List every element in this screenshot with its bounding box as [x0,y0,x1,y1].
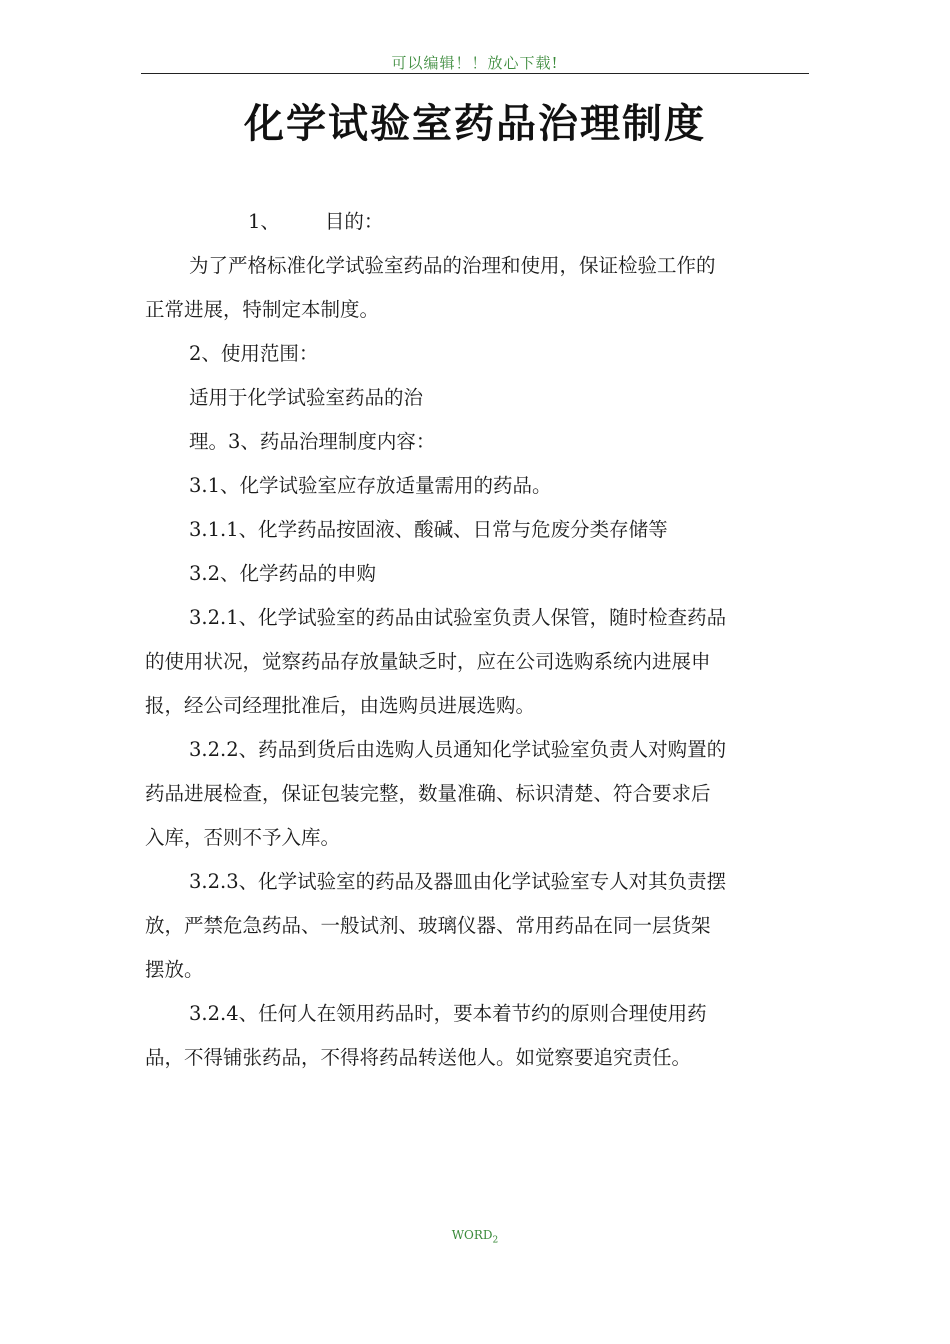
paragraph-line: 正常进展，特制定本制度。 [145,298,380,321]
paragraph-line: 摆放。 [145,958,204,981]
paragraph-line: 放，严禁危急药品、一般试剂、玻璃仪器、常用药品在同一层货架 [145,914,711,937]
clause-3-1: 3.1、化学试验室应存放适量需用的药品。 [189,474,552,497]
clause-3-2-1: 3.2.1、化学试验室的药品由试验室负责人保管，随时检查药品 [189,606,727,629]
footer-label: WORD [451,1228,493,1242]
header-divider [141,73,809,74]
header-note: 可以编辑！！放心下载! [391,54,559,72]
paragraph-line: 品，不得铺张药品，不得将药品转送他人。如觉察要追究责任。 [145,1046,692,1069]
document-body [145,200,809,1080]
paragraph-line: 报，经公司经理批准后，由选购员进展选购。 [145,694,536,717]
section-3-heading: 理。3、药品治理制度内容： [189,430,436,453]
paragraph-line: 入库，否则不予入库。 [145,826,341,849]
paragraph-line: 的使用状况，觉察药品存放量缺乏时，应在公司选购系统内进展申 [145,650,711,673]
paragraph-line: 适用于化学试验室药品的治 [189,386,424,409]
clause-3-1-1: 3.1.1、化学药品按固液、酸碱、日常与危废分类存储等 [189,518,668,541]
page-number: 2 [492,1235,499,1246]
section-1-title: 目的： [324,210,384,233]
paragraph-line: 药品进展检查，保证包装完整，数量准确、标识清楚、符合要求后 [145,782,711,805]
section-1-number: 1、 [248,210,280,233]
clause-3-2-4: 3.2.4、任何人在领用药品时，要本着节约的原则合理使用药 [189,1002,707,1025]
clause-3-2-2: 3.2.2、药品到货后由选购人员通知化学试验室负责人对购置的 [189,738,727,761]
clause-3-2-3: 3.2.3、化学试验室的药品及器皿由化学试验室专人对其负责摆 [189,870,727,893]
section-1-heading [145,200,809,244]
clause-3-2: 3.2、化学药品的申购 [189,562,377,585]
paragraph-line: 为了严格标准化学试验室药品的治理和使用，保证检验工作的 [189,254,716,277]
page-footer [0,1228,950,1245]
section-2-heading: 2、使用范围： [189,342,319,365]
document-title: 化学试验室药品治理制度 [244,101,706,147]
